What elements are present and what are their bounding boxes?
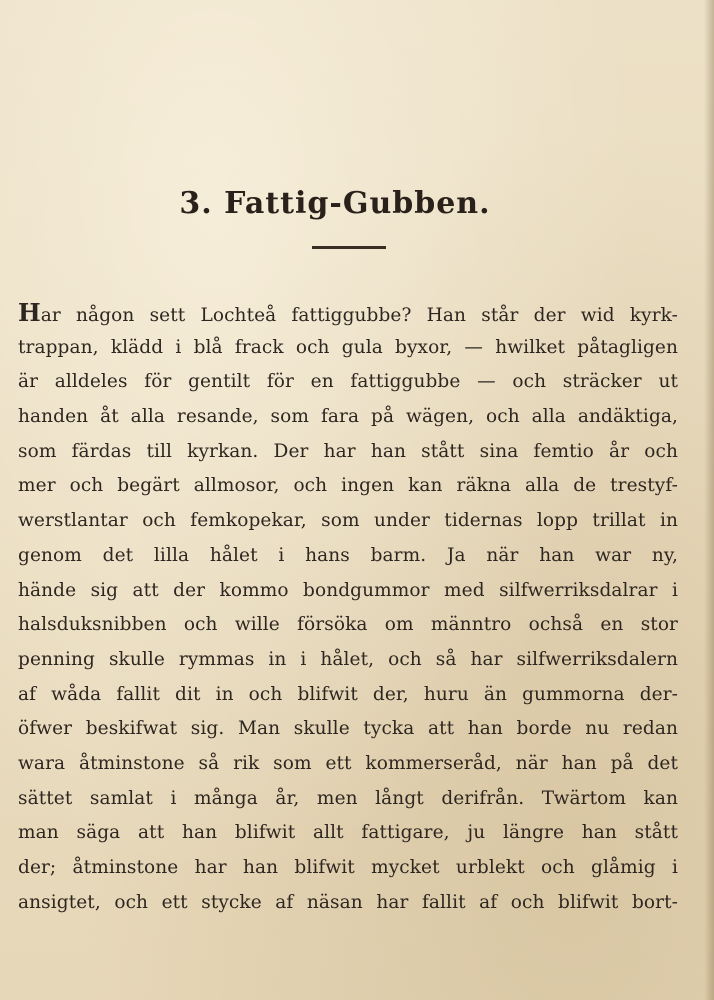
text-line: sättet samlat i många år, men långt derifrån. Twärtom kan [18, 787, 678, 809]
title-rule [312, 246, 386, 249]
text-line: man säga att han blifwit allt fattigare, ju längre han stått [18, 822, 678, 844]
text-line: af wåda fallit dit in och blifwit der, huru än gummorna der- [18, 683, 678, 705]
text-line: mer och begärt allmosor, och ingen kan räkna alla de trestyf- [18, 475, 678, 497]
text-line: ansigtet, och ett stycke af näsan har fallit af och blifwit bort- [18, 891, 678, 913]
chapter-title: 3. Fattig-Gubben. [179, 186, 491, 221]
page-edge-shadow [704, 0, 714, 1000]
paragraph [18, 296, 678, 920]
text-line: Har någon sett Lochteå fattiggubbe? Han står der wid kyrk- [18, 298, 678, 327]
text-line: halsduksnibben och wille försöka om männtro ochså en stor [18, 614, 678, 636]
text-line: der; åtminstone har han blifwit mycket urblekt och glåmig i [18, 857, 678, 878]
text-line: handen åt alla resande, som fara på wägen, och alla andäktiga, [18, 406, 678, 428]
text-line: werstlantar och femkopekar, som under tidernas lopp trillat in [18, 510, 678, 532]
text-line: som färdas till kyrkan. Der har han stått sina femtio år och [18, 440, 678, 462]
text-line: hände sig att der kommo bondgummor med silfwerriksdalrar i [18, 579, 678, 601]
text-line: trappan, klädd i blå frack och gula byxor, — hwilket påtagligen [18, 336, 678, 358]
text-line: penning skulle rymmas in i hålet, och så har silfwerriksdalern [18, 648, 678, 670]
text-line: är alldeles för gentilt för en fattiggubbe — och sträcker ut [18, 371, 678, 393]
text-line: öfwer beskifwat sig. Man skulle tycka att han borde nu redan [18, 718, 678, 740]
text-line: genom det lilla hålet i hans barm. Ja när han war ny, [18, 544, 678, 566]
text-line: wara åtminstone så rik som ett kommerseråd, när han på det [18, 752, 678, 774]
